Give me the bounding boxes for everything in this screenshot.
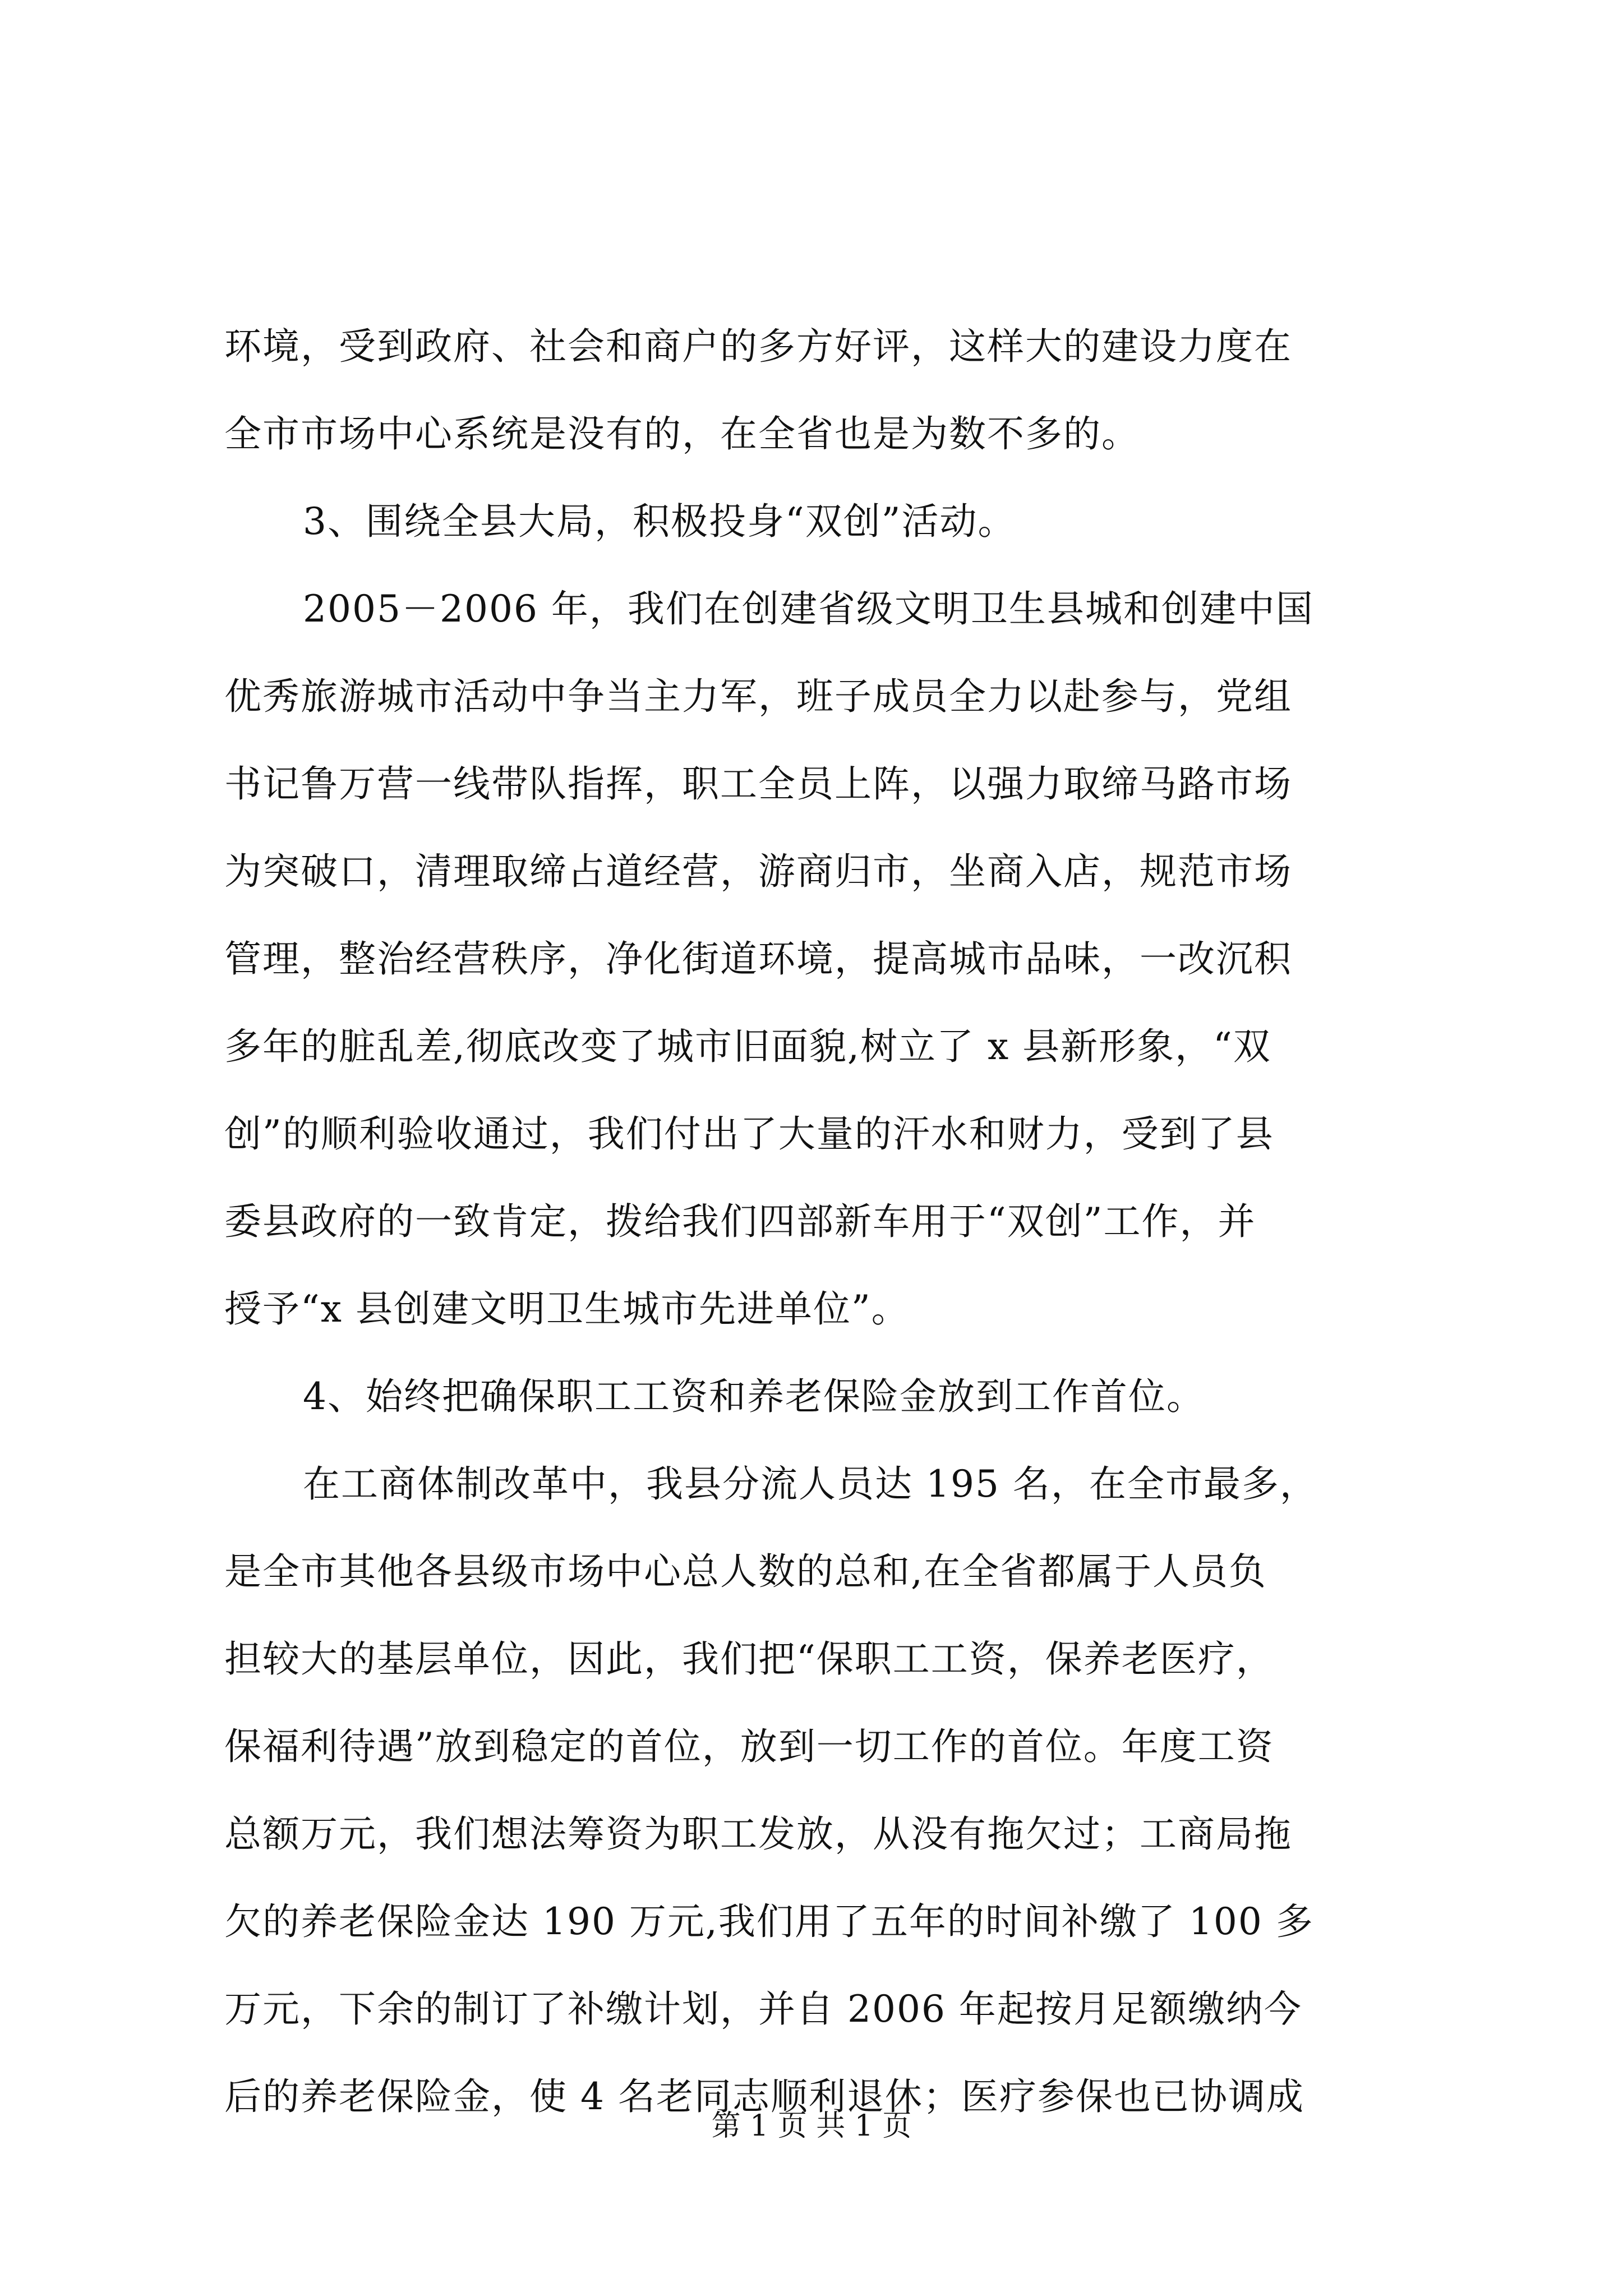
text-line: 书记鲁万营一线带队指挥，职工全员上阵，以强力取缔马路市场 bbox=[224, 762, 1292, 806]
page-footer: 第 1 页 共 1 页 bbox=[711, 2109, 912, 2143]
text-line: 在工商体制改革中，我县分流人员达 195 名，在全市最多， bbox=[303, 1462, 1318, 1506]
text-line: 是全市其他各县级市场中心总人数的总和,在全省都属于人员负 bbox=[224, 1550, 1267, 1593]
text-line: 管理，整治经营秩序，净化街道环境，提高城市品味，一改沉积 bbox=[224, 937, 1292, 981]
text-line: 授予“x 县创建文明卫生城市先进单位”。 bbox=[224, 1287, 910, 1331]
document-body bbox=[224, 303, 1424, 2141]
text-line: 优秀旅游城市活动中争当主力军，班子成员全力以赴参与，党组 bbox=[224, 675, 1292, 718]
text-line: 担较大的基层单位，因此，我们把“保职工工资，保养老医疗， bbox=[224, 1637, 1274, 1681]
text-line: 环境，受到政府、社会和商户的多方好评，这样大的建设力度在 bbox=[224, 325, 1292, 368]
text-line: 多年的脏乱差,彻底改变了城市旧面貌,树立了 x 县新形象，“双 bbox=[224, 1025, 1271, 1068]
text-line: 创”的顺利验收通过，我们付出了大量的汗水和财力，受到了县 bbox=[224, 1112, 1274, 1156]
text-line: 全市市场中心系统是没有的，在全省也是为数不多的。 bbox=[224, 412, 1140, 455]
text-line: 后的养老保险金，使 4 名老同志顺利退休；医疗参保也已协调成 bbox=[224, 2075, 1304, 2118]
text-line: 为突破口，清理取缔占道经营，游商归市，坐商入店，规范市场 bbox=[224, 850, 1292, 893]
text-line: 保福利待遇”放到稳定的首位，放到一切工作的首位。年度工资 bbox=[224, 1725, 1274, 1768]
text-line: 万元，下余的制订了补缴计划，并自 2006 年起按月足额缴纳今 bbox=[224, 1987, 1302, 2031]
text-line: 委县政府的一致肯定，拨给我们四部新车用于“双创”工作，并 bbox=[224, 1200, 1256, 1243]
text-line: 总额万元，我们想法筹资为职工发放，从没有拖欠过；工商局拖 bbox=[224, 1812, 1292, 1856]
text-line: 2005－2006 年，我们在创建省级文明卫生县城和创建中国 bbox=[303, 587, 1314, 631]
section-heading: 4、始终把确保职工工资和养老保险金放到工作首位。 bbox=[303, 1375, 1205, 1418]
text-line: 欠的养老保险金达 190 万元,我们用了五年的时间补缴了 100 多 bbox=[224, 1900, 1314, 1943]
section-heading: 3、围绕全县大局，积极投身“双创”活动。 bbox=[303, 500, 1016, 543]
